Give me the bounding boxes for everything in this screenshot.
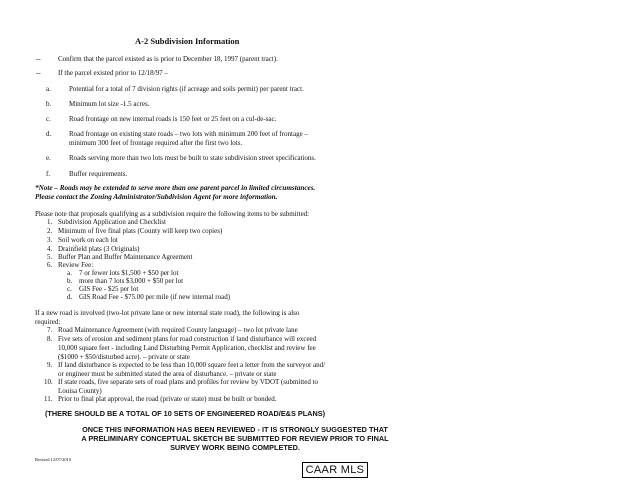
road-item-text: 10,000 square feet - including Land Disturbing Permit Application, checklist and review fee	[58, 344, 316, 352]
dash-marker: --	[36, 55, 41, 63]
numbered-item-text: Soil work on each lot	[58, 236, 118, 244]
fee-item-text: 7 or fewer lots $1,500 + $50 per lot	[79, 269, 179, 277]
numbered-marker: 1.	[47, 218, 53, 226]
lettered-item-text: minimum 300 feet of frontage required after the first two lots.	[69, 139, 243, 147]
numbered-item-text: Subdivision Application and Checklist	[58, 218, 166, 226]
note-line: *Note – Roads may be extended to serve more than one parent parcel in limited circumstances.	[35, 184, 316, 192]
lettered-item-text: Buffer requirements.	[69, 170, 128, 178]
road-item-text: If state roads, five separate sets of road plans and profiles for review by VDOT (submitted to	[58, 378, 319, 386]
dash-marker: --	[36, 69, 41, 77]
lettered-marker: c.	[46, 115, 51, 123]
road-marker: 7.	[47, 326, 53, 334]
numbered-marker: 6.	[47, 261, 53, 269]
numbered-marker: 5.	[47, 253, 53, 261]
numbered-marker: 2.	[47, 227, 53, 235]
fee-marker: a.	[67, 269, 72, 277]
numbered-marker: 3.	[47, 236, 53, 244]
numbered-item-text: Drainfield plats (3 Originals)	[58, 245, 140, 253]
total-sets-line: (THERE SHOULD BE A TOTAL OF 10 SETS OF ENGINEERED ROAD/E&S PLANS)	[45, 409, 326, 418]
road-marker: 11.	[44, 395, 53, 403]
lettered-item-text: Potential for a total of 7 division rights (if acreage and soils permit) per parent tract.	[69, 85, 304, 93]
fee-marker: c.	[67, 285, 72, 293]
closing-line: ONCE THIS INFORMATION HAS BEEN REVIEWED - IT IS STRONGLY SUGGESTED THAT	[82, 425, 388, 434]
road-marker: 9.	[47, 361, 53, 369]
road-intro-line: If a new road is involved (two-lot private lane or new internal state road), the following is also	[35, 309, 300, 317]
dash-item-text: Confirm that the parcel existed as is prior to December 18, 1997 (parent tract).	[58, 55, 278, 63]
fee-item-text: more than 7 lots $3,000 + $50 per lot	[79, 277, 184, 285]
numbered-item-text: Review Fee:	[58, 261, 94, 269]
road-intro-line: required:	[35, 318, 61, 326]
numbered-item-text: Buffer Plan and Buffer Maintenance Agreement	[58, 253, 193, 261]
requirements-intro: Please note that proposals qualifying as a subdivision require the following items to be submitted:	[35, 210, 310, 218]
fee-item-text: GIS Fee - $25 per lot	[79, 285, 139, 293]
lettered-marker: a.	[46, 85, 51, 93]
road-item-text: Road Maintenance Agreement (with required County language) – two lot private lane	[58, 326, 298, 334]
page-title: A-2 Subdivision Information	[135, 36, 240, 46]
road-item-text: Prior to final plat approval, the road (private or state) must be built or bonded.	[58, 395, 277, 403]
caar-mls-watermark: CAAR MLS	[302, 462, 368, 478]
numbered-marker: 4.	[47, 245, 53, 253]
road-item-text: Five sets of erosion and sediment plans for road construction if land disturbance will exceed	[58, 335, 317, 343]
numbered-item-text: Minimum of five final plats (County will keep two copies)	[58, 227, 223, 235]
lettered-marker: b.	[46, 100, 52, 108]
fee-marker: d.	[67, 293, 73, 301]
road-marker: 8.	[47, 335, 53, 343]
road-marker: 10.	[44, 378, 53, 386]
road-item-text: ($1000 + $50/disturbed acre). – private or state	[58, 353, 190, 361]
lettered-marker: f.	[46, 170, 51, 178]
closing-line: SURVEY WORK BEING COMPLETED.	[170, 443, 300, 452]
lettered-item-text: Road frontage on new internal roads is 150 feet or 25 feet on a cul-de-sac.	[69, 115, 277, 123]
road-item-text: or engineer must be submitted stated the area of disturbance. – private or state	[58, 370, 277, 378]
closing-line: A PRELIMINARY CONCEPTUAL SKETCH BE SUBMITTED FOR REVIEW PRIOR TO FINAL	[81, 434, 389, 443]
lettered-item-text: Minimum lot size -1.5 acres.	[69, 100, 150, 108]
lettered-item-text: Road frontage on existing state roads – two lots with minimum 200 feet of frontage –	[69, 130, 308, 138]
fee-marker: b.	[67, 277, 73, 285]
road-item-text: If land disturbance is expected to be less than 10,000 square feet a letter from the surveyor and/	[58, 361, 326, 369]
road-item-text: Louisa County)	[58, 387, 102, 395]
lettered-marker: e.	[46, 154, 51, 162]
note-line: Please contact the Zoning Administrator/Subdivision Agent for more information.	[35, 193, 278, 201]
lettered-marker: d.	[46, 130, 52, 138]
revised-date: Revised 12/07/2010	[35, 457, 72, 462]
lettered-item-text: Roads serving more than two lots must be built to state subdivision street specifications.	[69, 154, 316, 162]
dash-item-text: If the parcel existed prior to 12/18/97 –	[58, 69, 168, 77]
fee-item-text: GIS Road Fee - $75.00 per mile (if new internal road)	[79, 293, 231, 301]
